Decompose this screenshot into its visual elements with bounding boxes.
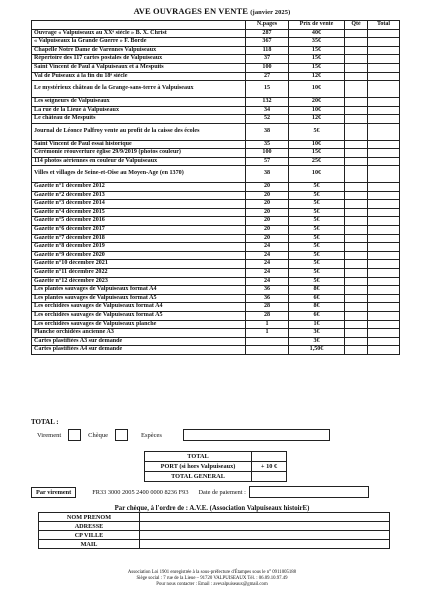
item-name: Gazette n°3 décembre 2014 — [32, 200, 246, 209]
item-qty-field[interactable] — [345, 55, 368, 64]
item-pages: 20 — [246, 234, 289, 243]
item-qty-field[interactable] — [345, 251, 368, 260]
item-pages: 38 — [246, 123, 289, 140]
item-qty-field[interactable] — [345, 217, 368, 226]
item-price: 6€ — [289, 294, 345, 303]
item-name: Le mystérieux château de la Grange-sans-terre à Valpuiseaux — [32, 81, 246, 98]
item-qty-field[interactable] — [345, 312, 368, 321]
item-total-field[interactable] — [368, 46, 400, 55]
item-name: Gazette n°2 décembre 2013 — [32, 191, 246, 200]
page-title — [0, 6, 424, 16]
item-total-field[interactable] — [368, 106, 400, 115]
item-price: 5€ — [289, 251, 345, 260]
item-name: Ouvrage « Valpuiseaux au XXᵉ siècle » B. X. Christ — [32, 29, 246, 38]
item-total-field[interactable] — [368, 81, 400, 98]
item-total-field[interactable] — [368, 166, 400, 183]
item-total-field[interactable] — [368, 191, 400, 200]
table-row — [32, 286, 400, 295]
item-total-field[interactable] — [368, 140, 400, 149]
item-pages: 20 — [246, 200, 289, 209]
item-name: Cartes plastifiées A3 sur demande — [32, 337, 246, 346]
transfer-label: Par virement — [31, 487, 76, 498]
item-name: Gazette n°4 décembre 2015 — [32, 208, 246, 217]
item-name: Cérémonie réouverture église 29/9/2019 (photos couleur) — [32, 149, 246, 158]
item-price: 12€ — [289, 72, 345, 81]
address-label: ADRESSE — [39, 522, 140, 531]
table-row — [32, 123, 400, 140]
item-qty-field[interactable] — [345, 149, 368, 158]
total-row-label: TOTAL — [145, 452, 252, 462]
item-pages: 15 — [246, 81, 289, 98]
item-pages: 20 — [246, 191, 289, 200]
item-name: Gazette n°12 décembre 2023 — [32, 277, 246, 286]
table-row — [32, 303, 400, 312]
table-row — [32, 115, 400, 124]
item-qty-field[interactable] — [345, 63, 368, 72]
item-price: 3€ — [289, 337, 345, 346]
item-pages: 367 — [246, 38, 289, 47]
item-pages: 27 — [246, 72, 289, 81]
item-name: Le château de Mespuits — [32, 115, 246, 124]
item-pages: 24 — [246, 277, 289, 286]
item-pages: 24 — [246, 251, 289, 260]
table-row — [32, 140, 400, 149]
table-row — [32, 226, 400, 235]
item-total-field[interactable] — [368, 63, 400, 72]
item-price: 10€ — [289, 140, 345, 149]
payment-methods — [37, 429, 330, 441]
item-price: 15€ — [289, 63, 345, 72]
item-price: 5€ — [289, 277, 345, 286]
item-pages: 20 — [246, 226, 289, 235]
item-total-field[interactable] — [368, 97, 400, 106]
item-qty-field[interactable] — [345, 38, 368, 47]
item-qty-field[interactable] — [345, 106, 368, 115]
item-price: 20€ — [289, 97, 345, 106]
payment-date-field[interactable] — [249, 486, 369, 498]
item-qty-field[interactable] — [345, 29, 368, 38]
item-price: 35€ — [289, 38, 345, 47]
city-label: CP VILLE — [39, 531, 140, 540]
item-total-field[interactable] — [368, 38, 400, 47]
item-price: 5€ — [289, 226, 345, 235]
footer — [0, 570, 424, 589]
item-price: 15€ — [289, 55, 345, 64]
item-total-field[interactable] — [368, 234, 400, 243]
table-row — [32, 208, 400, 217]
table-row — [32, 312, 400, 321]
item-name: Villes et villages de Seine-et-Oise au Moyen-Age (en 1370) — [32, 166, 246, 183]
item-pages: 28 — [246, 312, 289, 321]
item-name: Les plantes sauvages de Valpuiseaux format A4 — [32, 286, 246, 295]
item-total-field[interactable] — [368, 337, 400, 346]
item-price: 15€ — [289, 46, 345, 55]
item-name: Les orchidées sauvages de Valpuiseaux format A4 — [32, 303, 246, 312]
item-name: Gazette n°1 décembre 2012 — [32, 183, 246, 192]
item-qty-field[interactable] — [345, 329, 368, 338]
table-row — [32, 106, 400, 115]
item-price: 10€ — [289, 166, 345, 183]
iban-text: FR33 3000 2005 2400 0000 8236 F93 — [92, 488, 189, 496]
totals-table — [144, 451, 287, 482]
table-row — [32, 294, 400, 303]
payment-total-field[interactable] — [183, 429, 330, 441]
virement-label: Virement — [37, 431, 62, 439]
address-table — [38, 512, 390, 549]
footer-line: Pour nous contacter : Email : avevalpuiseaux@gmail.com — [156, 582, 268, 588]
table-row — [32, 166, 400, 183]
item-pages: 36 — [246, 286, 289, 295]
item-total-field[interactable] — [368, 208, 400, 217]
table-row — [32, 269, 400, 278]
item-pages: 20 — [246, 183, 289, 192]
item-qty-field[interactable] — [345, 81, 368, 98]
item-price: 5€ — [289, 260, 345, 269]
cheque-instructions: Par chèque, à l'ordre de : A.V.E. (Association Valpuiseaux histoirE) — [114, 505, 310, 512]
item-price: 1,50€ — [289, 346, 345, 355]
item-name: Gazette n°8 décembre 2019 — [32, 243, 246, 252]
name-field[interactable] — [140, 513, 390, 522]
table-row — [32, 29, 400, 38]
item-qty-field[interactable] — [345, 191, 368, 200]
item-name: Planche orchidées ancienne A3 — [32, 329, 246, 338]
item-name: Les orchidées sauvages de Valpuiseaux format A5 — [32, 312, 246, 321]
table-row — [32, 320, 400, 329]
item-name: La rue de la Lieue à Valpuiseaux — [32, 106, 246, 115]
item-pages: 1 — [246, 329, 289, 338]
item-pages: 38 — [246, 166, 289, 183]
item-pages: 118 — [246, 46, 289, 55]
item-pages: 24 — [246, 243, 289, 252]
item-pages: 20 — [246, 217, 289, 226]
item-name: Gazette n°5 décembre 2016 — [32, 217, 246, 226]
footer-line: Association Loi 1901 enregistrée à la sous-préfecture d'Étampes sous le n° 0911005188 — [127, 570, 297, 575]
item-total-field[interactable] — [368, 183, 400, 192]
item-qty-field[interactable] — [345, 277, 368, 286]
item-price: 5€ — [289, 191, 345, 200]
item-qty-field[interactable] — [345, 303, 368, 312]
total-value-field[interactable] — [252, 452, 287, 462]
payment-date-label: Date de paiement : — [198, 488, 246, 496]
header-pages: N.pages — [246, 21, 289, 30]
item-price: 25€ — [289, 157, 345, 166]
item-name: Saint Vincent de Paul essai historique — [32, 140, 246, 149]
item-total-field[interactable] — [368, 149, 400, 158]
table-row — [32, 46, 400, 55]
item-qty-field[interactable] — [345, 97, 368, 106]
item-qty-field[interactable] — [345, 346, 368, 355]
item-pages: 34 — [246, 106, 289, 115]
item-qty-field[interactable] — [345, 226, 368, 235]
item-name: Les orchidées sauvages de Valpuiseaux planche — [32, 320, 246, 329]
table-row — [32, 337, 400, 346]
virement-checkbox[interactable] — [68, 429, 81, 441]
item-price: 15€ — [289, 149, 345, 158]
item-price: 5€ — [289, 208, 345, 217]
item-name: 114 photos aériennes en couleur de Valpuiseaux — [32, 157, 246, 166]
item-pages: 52 — [246, 115, 289, 124]
item-qty-field[interactable] — [345, 337, 368, 346]
item-total-field[interactable] — [368, 312, 400, 321]
item-price: 40€ — [289, 29, 345, 38]
item-qty-field[interactable] — [345, 123, 368, 140]
item-qty-field[interactable] — [345, 269, 368, 278]
table-row — [32, 346, 400, 355]
item-total-field[interactable] — [368, 329, 400, 338]
item-price: 8€ — [289, 286, 345, 295]
table-header-row — [32, 21, 400, 30]
item-price: 5€ — [289, 243, 345, 252]
table-row — [32, 191, 400, 200]
item-name: « Valpuiseaux la Grande Guerre » F. Borde — [32, 38, 246, 47]
total-general-field[interactable] — [252, 472, 287, 482]
table-row — [32, 149, 400, 158]
table-row — [32, 183, 400, 192]
item-total-field[interactable] — [368, 217, 400, 226]
cheque-label: Chèque — [88, 431, 109, 439]
item-total-field[interactable] — [368, 303, 400, 312]
mail-field[interactable] — [140, 540, 390, 549]
item-price: 12€ — [289, 115, 345, 124]
item-total-field[interactable] — [368, 277, 400, 286]
port-label: PORT (si hors Valpuiseaux) — [145, 462, 252, 472]
item-name: Gazette n°10 décembre 2021 — [32, 260, 246, 269]
table-row — [32, 72, 400, 81]
item-total-field[interactable] — [368, 123, 400, 140]
header-item — [32, 21, 246, 30]
item-pages: 132 — [246, 97, 289, 106]
item-price: 1€ — [289, 320, 345, 329]
item-qty-field[interactable] — [345, 115, 368, 124]
item-price: 10€ — [289, 81, 345, 98]
header-total: Total — [368, 21, 400, 30]
item-pages: 20 — [246, 208, 289, 217]
footer-line: Siège social : 7 rue de la Lieue – 91720 VALPUISEAUX Tél. : 06.09.10.97.49 — [136, 576, 288, 582]
item-price: 8€ — [289, 303, 345, 312]
item-pages: 287 — [246, 29, 289, 38]
port-value: + 10 € — [252, 462, 287, 472]
item-qty-field[interactable] — [345, 166, 368, 183]
total-label: TOTAL : — [31, 418, 59, 426]
table-row — [32, 38, 400, 47]
item-total-field[interactable] — [368, 200, 400, 209]
item-name: Saint Vincent de Paul à Valpuiseaux et à Mespuits — [32, 63, 246, 72]
item-total-field[interactable] — [368, 286, 400, 295]
item-name: Répertoire des 117 cartes postales de Valpuiseaux — [32, 55, 246, 64]
header-qty: Qté — [345, 21, 368, 30]
table-row — [32, 55, 400, 64]
item-total-field[interactable] — [368, 115, 400, 124]
item-qty-field[interactable] — [345, 200, 368, 209]
item-price: 3€ — [289, 329, 345, 338]
table-row — [32, 243, 400, 252]
item-total-field[interactable] — [368, 72, 400, 81]
especes-label: Espèces — [141, 431, 162, 439]
item-qty-field[interactable] — [345, 260, 368, 269]
item-name: Gazette n°11 décembre 2022 — [32, 269, 246, 278]
table-row — [32, 200, 400, 209]
title-main: AVE OUVRAGES EN VENTE — [133, 6, 249, 16]
item-pages — [246, 346, 289, 355]
item-total-field[interactable] — [368, 320, 400, 329]
address-field[interactable] — [140, 522, 390, 531]
item-price: 10€ — [289, 106, 345, 115]
table-row — [32, 157, 400, 166]
item-pages: 100 — [246, 149, 289, 158]
total-general-label: TOTAL GENERAL — [145, 472, 252, 482]
item-qty-field[interactable] — [345, 294, 368, 303]
cheque-checkbox[interactable] — [115, 429, 128, 441]
item-total-field[interactable] — [368, 269, 400, 278]
item-qty-field[interactable] — [345, 208, 368, 217]
item-name: Cartes plastifiées A4 sur demande — [32, 346, 246, 355]
item-price: 5€ — [289, 269, 345, 278]
item-total-field[interactable] — [368, 55, 400, 64]
city-field[interactable] — [140, 531, 390, 540]
item-qty-field[interactable] — [345, 183, 368, 192]
item-total-field[interactable] — [368, 251, 400, 260]
item-price: 5€ — [289, 234, 345, 243]
item-total-field[interactable] — [368, 29, 400, 38]
table-row — [32, 97, 400, 106]
item-name: Gazette n°7 décembre 2018 — [32, 234, 246, 243]
item-pages: 57 — [246, 157, 289, 166]
item-qty-field[interactable] — [345, 72, 368, 81]
item-total-field[interactable] — [368, 346, 400, 355]
table-row — [32, 234, 400, 243]
name-label: NOM PRENOM — [39, 513, 140, 522]
item-qty-field[interactable] — [345, 320, 368, 329]
item-qty-field[interactable] — [345, 46, 368, 55]
item-pages: 24 — [246, 260, 289, 269]
table-row — [32, 260, 400, 269]
order-table — [31, 20, 400, 355]
item-name: Journal de Léonce Palfroy vente au profit de la caisse des écoles — [32, 123, 246, 140]
table-row — [32, 277, 400, 286]
item-price: 5€ — [289, 123, 345, 140]
item-name: Gazette n°6 décembre 2017 — [32, 226, 246, 235]
item-total-field[interactable] — [368, 226, 400, 235]
item-qty-field[interactable] — [345, 286, 368, 295]
item-pages: 35 — [246, 140, 289, 149]
item-qty-field[interactable] — [345, 140, 368, 149]
table-row — [32, 81, 400, 98]
item-pages: 37 — [246, 55, 289, 64]
item-name: Val de Puiseaux à la fin du 18ᵉ siècle — [32, 72, 246, 81]
item-pages: 1 — [246, 320, 289, 329]
item-name: Chapelle Notre Dame de Varennes Valpuiseaux — [32, 46, 246, 55]
table-row — [32, 251, 400, 260]
table-row — [32, 63, 400, 72]
item-pages: 100 — [246, 63, 289, 72]
item-pages — [246, 337, 289, 346]
item-qty-field[interactable] — [345, 234, 368, 243]
table-row — [32, 217, 400, 226]
mail-label: MAIL — [39, 540, 140, 549]
item-price: 5€ — [289, 183, 345, 192]
item-qty-field[interactable] — [345, 157, 368, 166]
item-pages: 28 — [246, 303, 289, 312]
transfer-line — [31, 486, 369, 498]
item-price: 6€ — [289, 312, 345, 321]
header-price: Prix de vente — [289, 21, 345, 30]
item-pages: 24 — [246, 269, 289, 278]
item-price: 5€ — [289, 217, 345, 226]
item-name: Les seigneurs de Valpuiseaux — [32, 97, 246, 106]
item-total-field[interactable] — [368, 294, 400, 303]
item-total-field[interactable] — [368, 243, 400, 252]
item-price: 5€ — [289, 200, 345, 209]
item-name: Les plantes sauvages de Valpuiseaux format A5 — [32, 294, 246, 303]
table-row — [32, 329, 400, 338]
order-rows — [32, 29, 400, 354]
item-name: Gazette n°9 décembre 2020 — [32, 251, 246, 260]
item-total-field[interactable] — [368, 260, 400, 269]
item-total-field[interactable] — [368, 157, 400, 166]
title-date: (janvier 2025) — [250, 9, 291, 16]
item-qty-field[interactable] — [345, 243, 368, 252]
item-pages: 36 — [246, 294, 289, 303]
